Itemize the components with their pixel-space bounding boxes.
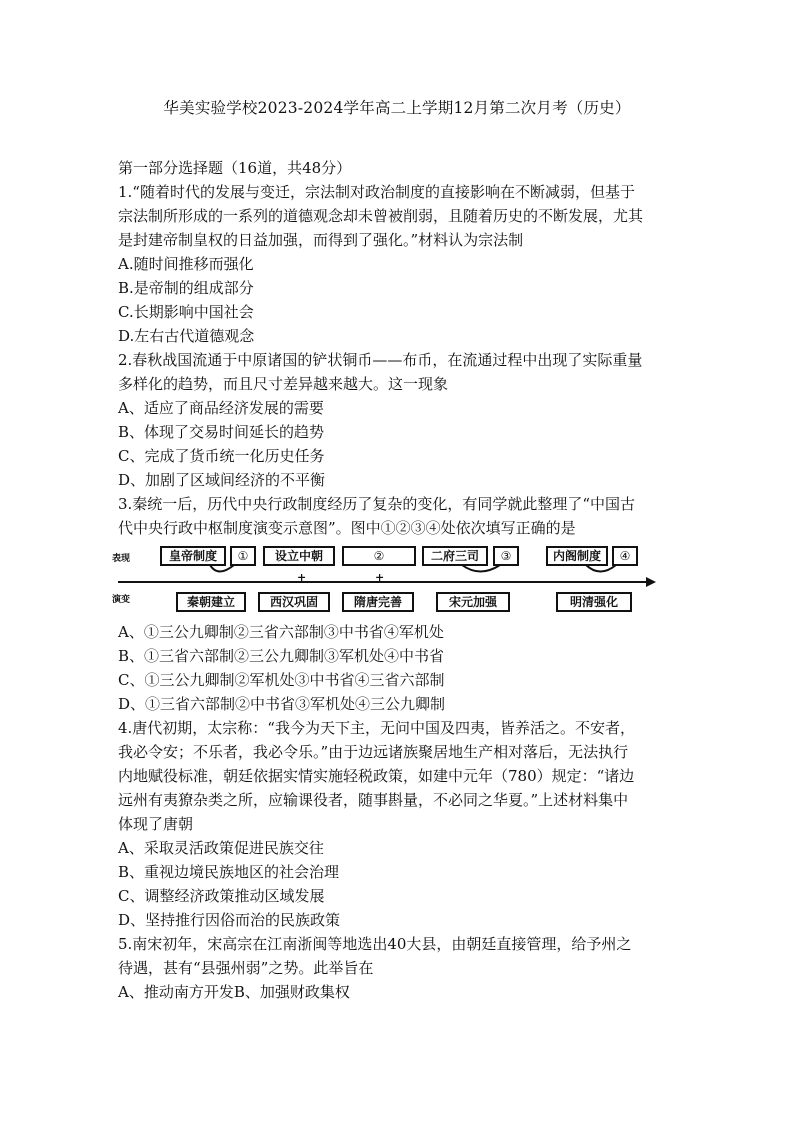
option-c: C、完成了货币统一化历史任务	[118, 447, 325, 465]
question-stem-line: 内地赋役标准，朝廷依据实情实施轻税政策，如建中元年（780）规定：“诸边	[118, 767, 635, 785]
question-stem-line: 代中央行政中枢制度演变示意图”。图中①②③④处依次填写正确的是	[118, 519, 576, 537]
question-stem-line: 5.南宋初年，宋高宗在江南浙闽等地选出40大县，由朝廷直接管理，给予州之	[118, 935, 632, 953]
question-content	[112, 156, 678, 1004]
question-1	[118, 180, 678, 348]
question-2	[118, 348, 678, 492]
option-a: A、适应了商品经济发展的需要	[118, 399, 324, 417]
bottom-box-song-yuan: 宋元加强	[436, 592, 510, 612]
row-label-bottom: 演变	[112, 595, 131, 605]
question-stem-line: 4.唐代初期，太宗称：“我今为天下主，无问中国及四夷，皆养活之。不安者，	[118, 719, 635, 737]
question-stem-line: 3.秦统一后，历代中央行政制度经历了复杂的变化，有同学就此整理了“中国古	[118, 495, 635, 513]
option-b: B.是帝制的组成部分	[118, 279, 254, 297]
option-d: D.左右古代道德观念	[118, 327, 255, 345]
option-a: A.随时间推移而强化	[118, 255, 254, 273]
question-3	[112, 492, 678, 716]
question-stem-line: 我必令安；不乐者，我必令乐。”由于边远诸族聚居地生产相对落后，无法执行	[118, 743, 629, 761]
option-d: D、加剧了区域间经济的不平衡	[118, 471, 326, 489]
question-stem-line: 宗法制所形成的一系列的道德观念却未曾被削弱，且随着历史的不断发展，尤其	[118, 207, 644, 225]
bottom-box-ming-qing: 明清强化	[556, 592, 632, 612]
option-b: B、①三省六部制②三公九卿制③军机处④中书省	[118, 647, 445, 665]
blank-3: ③	[493, 546, 519, 566]
option-d: D、坚持推行因俗而治的民族政策	[118, 911, 341, 929]
question-stem-line: 远州有夷獠杂类之所，应输课役者，随事斟量，不必同之华夏。”上述材料集中	[118, 791, 629, 809]
timeline-arrowhead	[646, 577, 656, 587]
question-stem-line: 1.“随着时代的发展与变迁，宗法制对政治制度的直接影响在不断减弱，但基于	[118, 183, 635, 201]
question-4	[118, 716, 678, 932]
option-a-b: A、推动南方开发B、加强财政集权	[118, 983, 350, 1001]
option-b: B、重视边境民族地区的社会治理	[118, 863, 340, 881]
option-b: B、体现了交易时间延长的趋势	[118, 423, 325, 441]
top-box-emperor-system: 皇帝制度	[160, 546, 226, 566]
top-box-inner-court: 设立中朝	[263, 546, 335, 566]
blank-4: ④	[612, 546, 638, 566]
bottom-box-qin: 秦朝建立	[176, 592, 246, 612]
question-stem-line: 体现了唐朝	[118, 815, 194, 833]
institution-evolution-diagram	[112, 542, 678, 618]
option-d: D、①三省六部制②中书省③军机处④三公九卿制	[118, 695, 446, 713]
blank-1: ①	[230, 546, 256, 566]
option-c: C.长期影响中国社会	[118, 303, 254, 321]
page-title: 华美实验学校2023-2024学年高二上学期12月第二次月考（历史）	[163, 99, 631, 117]
option-c: C、调整经济政策推动区域发展	[118, 887, 325, 905]
bottom-box-sui-tang: 隋唐完善	[342, 592, 414, 612]
plus-mark: +	[375, 571, 385, 584]
question-stem-line: 是封建帝制皇权的日益加强，而得到了强化。”材料认为宗法制	[118, 231, 524, 249]
blank-2: ②	[342, 546, 416, 566]
question-5	[118, 932, 678, 1004]
question-stem-line: 多样化的趋势，而且尺寸差异越来越大。这一现象	[118, 375, 449, 393]
section-heading: 第一部分选择题（16道，共48分）	[118, 159, 352, 177]
question-stem-line: 待遇，甚有“县强州弱”之势。此举旨在	[118, 959, 374, 977]
top-box-grand-secretariat: 内阁制度	[546, 546, 608, 566]
top-box-two-offices-three-commissions: 二府三司	[422, 546, 488, 566]
bottom-box-western-han: 西汉巩固	[258, 592, 330, 612]
option-c: C、①三公九卿制②军机处③中书省④三省六部制	[118, 671, 445, 689]
option-a: A、①三公九卿制②三省六部制③中书省④军机处	[118, 623, 444, 641]
row-label-top: 表现	[112, 554, 131, 564]
plus-mark: +	[297, 571, 307, 584]
option-a: A、采取灵活政策促进民族交往	[118, 839, 324, 857]
question-stem-line: 2.春秋战国流通于中原诸国的铲状铜币——布币，在流通过程中出现了实际重量	[118, 351, 643, 369]
